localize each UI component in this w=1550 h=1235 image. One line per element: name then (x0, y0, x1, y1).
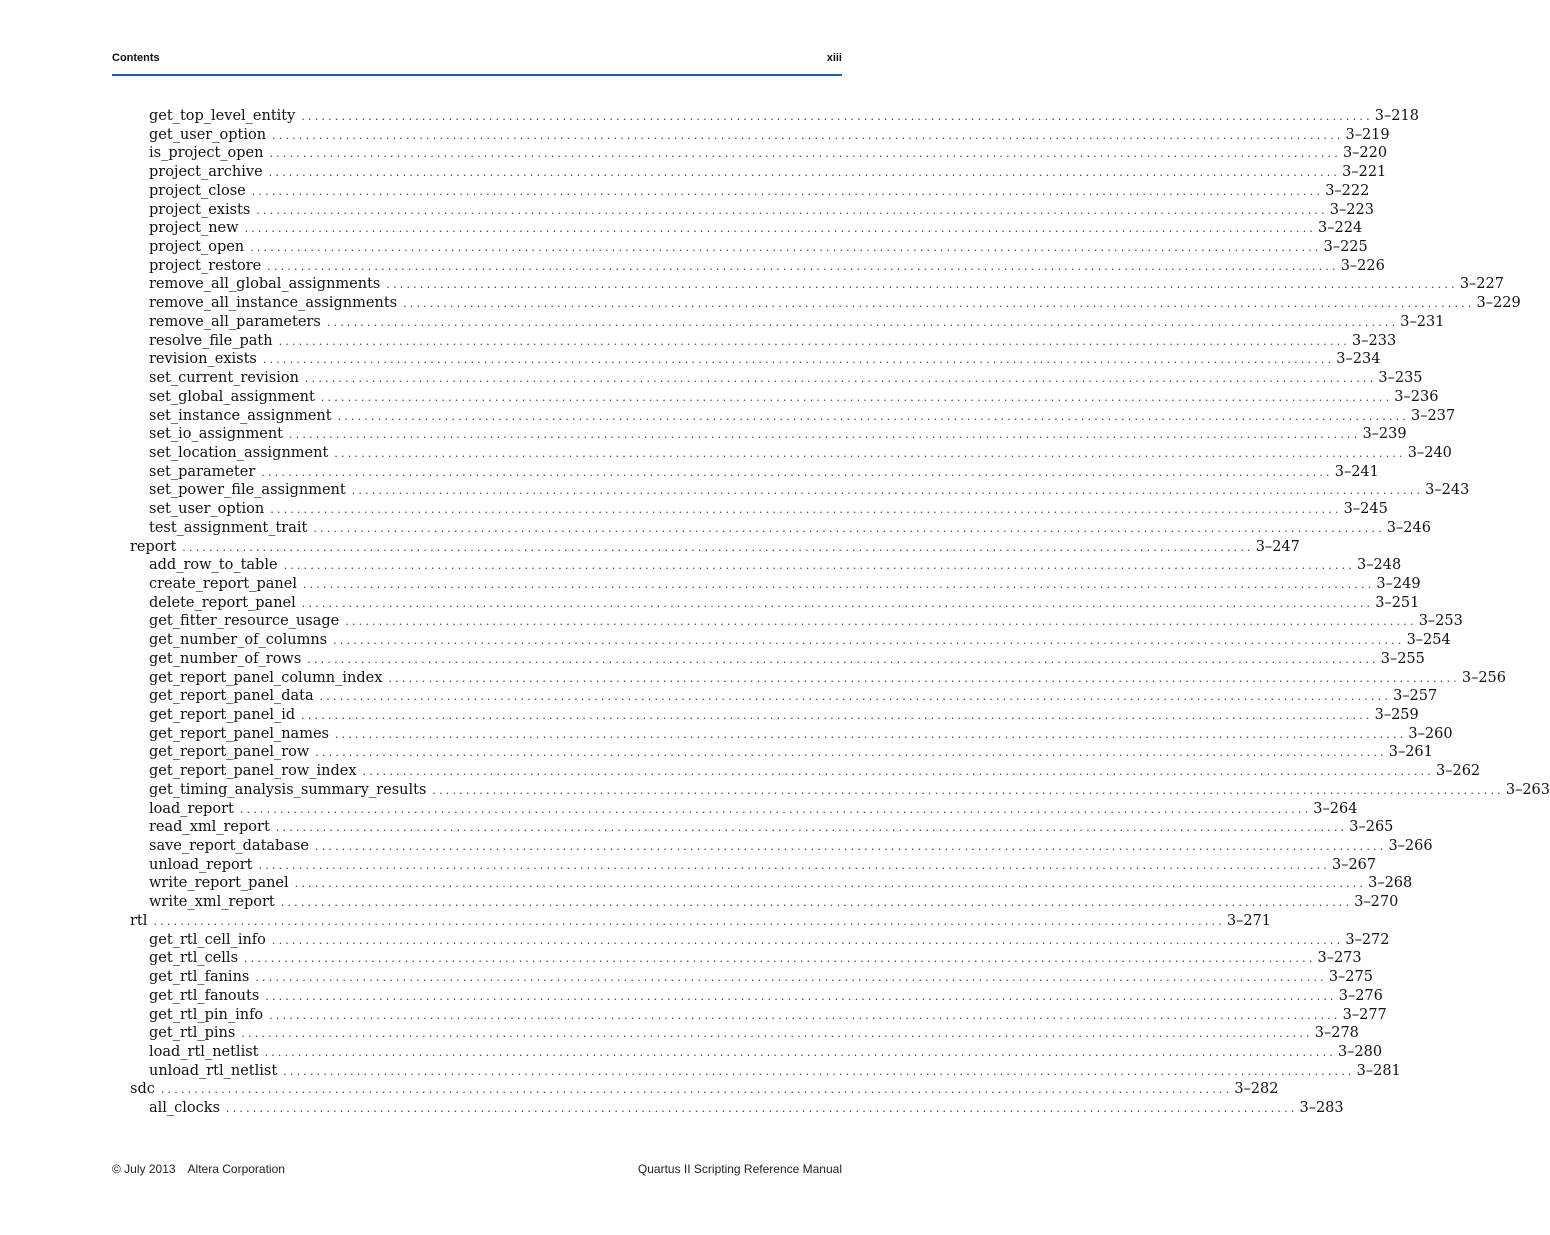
toc-entry-page: 3–222 (1325, 182, 1370, 199)
toc-dot-leader: ................................................................................................................................................................ (334, 727, 1407, 741)
toc-dot-leader: ................................................................................................................................................................ (301, 709, 1373, 722)
toc-entry[interactable] (112, 968, 1373, 987)
toc-entry-label: get_fitter_resource_usage (149, 613, 340, 630)
toc-entry[interactable] (112, 650, 1425, 669)
toc-entry-page: 3–220 (1342, 145, 1388, 162)
toc-entry[interactable] (112, 481, 1470, 500)
toc-dot-leader: ................................................................................................................................................................ (334, 446, 1406, 460)
toc-dot-leader: ................................................................................................................................................................ (432, 783, 1504, 797)
toc-entry-page: 3–262 (1436, 763, 1481, 780)
toc-entry-page: 3–277 (1342, 1006, 1387, 1023)
toc-dot-leader: ................................................................................................................................................................ (283, 559, 1356, 573)
toc-entry-page: 3–266 (1388, 838, 1433, 855)
toc-entry-page: 3–256 (1461, 669, 1506, 686)
toc-entry-label: report (130, 538, 177, 555)
toc-dot-leader: ................................................................................................................................................................ (333, 634, 1405, 648)
toc-entry-label: get_top_level_entity (149, 108, 296, 124)
toc-dot-leader: ................................................................................................................................................................ (269, 1008, 1341, 1022)
toc-entry-label: project_open (149, 239, 245, 256)
toc-entry[interactable] (112, 1043, 1383, 1062)
toc-entry-label: load_rtl_netlist (149, 1043, 259, 1060)
toc-entry[interactable] (112, 238, 1368, 257)
toc-entry-label: project_archive (149, 164, 263, 181)
toc-entry[interactable] (112, 388, 1439, 407)
toc-dot-leader: ................................................................................................................................................................ (280, 896, 1353, 910)
toc-dot-leader: ................................................................................................................................................................ (265, 989, 1337, 1003)
toc-entry-label: save_report_database (149, 838, 309, 855)
toc-entry[interactable] (112, 519, 1431, 538)
toc-entry-label: get_rtl_fanins (149, 969, 250, 986)
toc-entry-page: 3–273 (1317, 950, 1362, 967)
page-footer (112, 1162, 842, 1178)
toc-entry-page: 3–237 (1411, 407, 1456, 424)
toc-entry-page: 3–255 (1380, 650, 1425, 667)
footer-date: © July 2013 (112, 1162, 176, 1176)
toc-entry[interactable] (112, 874, 1413, 893)
toc-dot-leader: ................................................................................................................................................................ (250, 241, 1322, 255)
toc-dot-leader: ................................................................................................................................................................ (271, 933, 1344, 947)
toc-entry[interactable] (112, 350, 1381, 369)
toc-dot-leader: ................................................................................................................................................................ (351, 484, 1424, 498)
toc-entry-page: 3–234 (1336, 351, 1381, 368)
toc-entry-label: get_report_panel_names (149, 725, 329, 742)
toc-entry[interactable] (112, 144, 1388, 163)
toc-dot-leader: ................................................................................................................................................................ (301, 110, 1373, 123)
toc-dot-leader: ................................................................................................................................................................ (304, 372, 1377, 386)
toc-entry-label: get_user_option (149, 126, 267, 143)
toc-entry[interactable] (112, 931, 1390, 950)
toc-dot-leader: ................................................................................................................................................................ (258, 858, 1330, 872)
toc-entry[interactable] (112, 1080, 1279, 1099)
toc-dot-leader: ................................................................................................................................................................ (255, 971, 1327, 985)
toc-dot-leader: ................................................................................................................................................................ (270, 503, 1342, 517)
toc-entry-label: add_row_to_table (149, 557, 278, 574)
toc-entry-page: 3–227 (1459, 276, 1504, 293)
toc-entry-page: 3–231 (1400, 313, 1445, 330)
toc-dot-leader: ................................................................................................................................................................ (403, 297, 1475, 311)
toc-entry[interactable] (112, 163, 1387, 182)
toc-entry-page: 3–249 (1376, 575, 1421, 592)
toc-entry-label: set_user_option (149, 501, 265, 518)
toc-entry-label: remove_all_instance_assignments (149, 295, 398, 312)
toc-entry[interactable] (112, 594, 1420, 613)
toc-entry[interactable] (112, 463, 1379, 482)
toc-dot-leader: ................................................................................................................................................................ (262, 353, 1335, 367)
toc-dot-leader: ................................................................................................................................................................ (275, 821, 1348, 835)
toc-entry-label: set_power_file_assignment (149, 482, 346, 499)
toc-entry-label: write_report_panel (149, 875, 289, 892)
toc-entry-label: project_new (149, 220, 239, 237)
toc-entry-label: set_location_assignment (149, 444, 329, 461)
toc-entry-label: unload_rtl_netlist (149, 1062, 278, 1079)
toc-entry-label: all_clocks (149, 1100, 221, 1117)
toc-dot-leader: ................................................................................................................................................................ (345, 615, 1417, 629)
toc-entry[interactable] (112, 313, 1445, 332)
footer-left (112, 1162, 285, 1176)
toc-entry[interactable] (112, 743, 1433, 762)
toc-entry-label: write_xml_report (149, 894, 275, 911)
toc-entry-label: set_instance_assignment (149, 407, 332, 424)
toc-entry[interactable] (112, 275, 1504, 294)
toc-entry-page: 3–268 (1368, 875, 1413, 892)
toc-entry[interactable] (112, 500, 1388, 519)
toc-entry-label: load_report (149, 800, 234, 817)
toc-entry-page: 3–226 (1340, 257, 1385, 274)
toc-entry[interactable] (112, 538, 1300, 557)
toc-entry-label: create_report_panel (149, 575, 297, 592)
toc-entry[interactable] (112, 687, 1438, 706)
toc-dot-leader: ................................................................................................................................................................ (269, 147, 1341, 161)
toc-dot-leader: ................................................................................................................................................................ (302, 577, 1375, 591)
toc-dot-leader: ................................................................................................................................................................ (272, 128, 1344, 142)
toc-entry[interactable] (112, 201, 1374, 220)
toc-entry-page: 3–247 (1255, 538, 1300, 555)
toc-entry-page: 3–248 (1357, 557, 1402, 574)
toc-entry-page: 3–264 (1313, 800, 1358, 817)
toc-entry-label: get_report_panel_column_index (149, 669, 383, 686)
toc-entry-page: 3–276 (1338, 987, 1383, 1004)
toc-entry[interactable] (112, 425, 1407, 444)
toc-entry-label: is_project_open (149, 145, 264, 162)
toc-entry-page: 3–233 (1352, 332, 1397, 349)
toc-entry-page: 3–240 (1407, 444, 1452, 461)
toc-entry-page: 3–275 (1328, 969, 1373, 986)
footer-manual-title: Quartus II Scripting Reference Manual (637, 1162, 842, 1176)
toc-entry-label: get_rtl_cell_info (149, 931, 266, 948)
toc-entry[interactable] (112, 612, 1463, 631)
toc-dot-leader: ................................................................................................................................................................ (241, 1027, 1313, 1041)
toc-dot-leader: ................................................................................................................................................................ (319, 690, 1392, 704)
toc-dot-leader: ................................................................................................................................................................ (320, 390, 1393, 404)
toc-dot-leader: ................................................................................................................................................................ (256, 203, 1328, 217)
toc-entry-page: 3–272 (1345, 931, 1390, 948)
toc-entry[interactable] (112, 912, 1272, 931)
toc-entry-label: get_rtl_pins (149, 1025, 236, 1042)
toc-entry-label: get_report_panel_row (149, 744, 310, 761)
toc-entry-label: get_rtl_fanouts (149, 987, 260, 1004)
toc-entry-page: 3–267 (1331, 856, 1377, 873)
toc-dot-leader: ................................................................................................................................................................ (244, 222, 1317, 236)
toc-entry[interactable] (112, 407, 1456, 426)
toc-entry[interactable] (112, 257, 1385, 276)
table-of-contents (112, 107, 1550, 1118)
toc-dot-leader: ................................................................................................................................................................ (182, 540, 1254, 554)
toc-entry-page: 3–265 (1349, 819, 1394, 836)
toc-entry[interactable] (112, 725, 1453, 744)
toc-entry-label: get_report_panel_data (149, 688, 314, 705)
toc-entry[interactable] (112, 631, 1451, 650)
toc-dot-leader: ................................................................................................................................................................ (283, 1064, 1355, 1078)
toc-entry-page: 3–239 (1362, 426, 1407, 443)
toc-entry-page: 3–280 (1337, 1043, 1383, 1060)
toc-entry[interactable] (112, 369, 1423, 388)
toc-entry-page: 3–221 (1342, 164, 1387, 181)
toc-entry-label: get_timing_analysis_summary_results (149, 781, 427, 798)
toc-dot-leader: ................................................................................................................................................................ (268, 166, 1341, 180)
toc-entry-label: get_number_of_columns (149, 632, 328, 649)
toc-entry-page: 3–254 (1406, 632, 1451, 649)
toc-entry[interactable] (112, 800, 1358, 819)
toc-entry-page: 3–219 (1345, 126, 1390, 143)
toc-dot-leader: ................................................................................................................................................................ (294, 877, 1367, 891)
toc-dot-leader: ................................................................................................................................................................ (315, 746, 1387, 760)
toc-entry-page: 3–278 (1314, 1025, 1359, 1042)
toc-entry-page: 3–218 (1374, 108, 1419, 124)
toc-dot-leader: ................................................................................................................................................................ (251, 184, 1324, 198)
toc-entry-label: set_global_assignment (149, 388, 315, 405)
toc-entry[interactable] (112, 575, 1421, 594)
toc-entry-label: unload_report (149, 856, 253, 873)
toc-dot-leader: ................................................................................................................................................................ (226, 1102, 1298, 1116)
toc-entry-label: test_assignment_trait (149, 519, 308, 536)
toc-entry-label: project_close (149, 182, 246, 199)
header-page-number: xiii (826, 52, 842, 64)
toc-entry-page: 3–224 (1318, 220, 1363, 237)
toc-entry-page: 3–229 (1476, 295, 1521, 312)
toc-dot-leader: ................................................................................................................................................................ (264, 1045, 1336, 1059)
toc-entry[interactable] (112, 893, 1399, 912)
toc-entry[interactable] (112, 332, 1397, 351)
toc-dot-leader: ................................................................................................................................................................ (244, 952, 1316, 966)
footer-company: Altera Corporation (187, 1162, 285, 1176)
toc-entry[interactable] (112, 556, 1402, 575)
toc-entry-label: rtl (130, 912, 148, 929)
toc-entry[interactable] (112, 837, 1433, 856)
toc-entry-label: get_number_of_rows (149, 650, 302, 667)
toc-entry-label: get_report_panel_id (149, 707, 296, 723)
page-header (112, 52, 842, 70)
toc-dot-leader: ................................................................................................................................................................ (307, 652, 1379, 666)
toc-entry[interactable] (112, 444, 1452, 463)
toc-dot-leader: ................................................................................................................................................................ (315, 840, 1387, 854)
toc-dot-leader: ................................................................................................................................................................ (388, 671, 1460, 685)
toc-entry-label: set_parameter (149, 463, 256, 480)
toc-entry-page: 3–223 (1329, 201, 1374, 218)
toc-entry[interactable] (112, 219, 1363, 238)
toc-entry-page: 3–241 (1334, 463, 1379, 480)
toc-entry[interactable] (112, 856, 1377, 875)
toc-entry-page: 3–281 (1356, 1062, 1401, 1079)
toc-entry[interactable] (112, 182, 1370, 201)
toc-entry[interactable] (112, 294, 1521, 313)
toc-entry-label: project_restore (149, 257, 262, 274)
toc-entry[interactable] (112, 706, 1419, 725)
toc-entry-page: 3–257 (1393, 688, 1438, 705)
toc-entry-page: 3–236 (1394, 388, 1439, 405)
toc-entry-page: 3–270 (1354, 894, 1399, 911)
toc-entry-page: 3–235 (1378, 370, 1423, 387)
toc-entry[interactable] (112, 781, 1550, 800)
toc-dot-leader: ................................................................................................................................................................ (301, 596, 1374, 610)
toc-entry[interactable] (112, 669, 1506, 688)
toc-entry-label: remove_all_parameters (149, 313, 321, 330)
toc-entry-label: sdc (130, 1081, 155, 1098)
toc-dot-leader: ................................................................................................................................................................ (267, 259, 1339, 273)
toc-entry-page: 3–259 (1374, 707, 1419, 723)
toc-dot-leader: ................................................................................................................................................................ (160, 1083, 1233, 1097)
toc-entry[interactable] (112, 818, 1394, 837)
toc-entry[interactable] (112, 1062, 1401, 1081)
toc-entry[interactable] (112, 107, 1419, 126)
toc-entry-label: get_rtl_pin_info (149, 1006, 264, 1023)
toc-entry-label: get_report_panel_row_index (149, 763, 357, 780)
toc-entry-page: 3–246 (1386, 519, 1431, 536)
toc-entry-label: read_xml_report (149, 819, 270, 836)
header-section-title: Contents (112, 52, 160, 64)
toc-entry-page: 3–243 (1425, 482, 1470, 499)
toc-entry[interactable] (112, 1099, 1344, 1118)
toc-entry-page: 3–282 (1234, 1081, 1279, 1098)
toc-dot-leader: ................................................................................................................................................................ (153, 914, 1225, 928)
toc-dot-leader: ................................................................................................................................................................ (261, 465, 1333, 479)
toc-dot-leader: ................................................................................................................................................................ (278, 334, 1351, 348)
toc-entry-label: resolve_file_path (149, 332, 273, 349)
toc-entry-page: 3–261 (1388, 744, 1433, 761)
toc-entry-label: revision_exists (149, 351, 257, 368)
toc-entry-label: set_io_assignment (149, 426, 283, 443)
toc-entry-page: 3–271 (1226, 912, 1272, 929)
toc-entry-label: set_current_revision (149, 370, 299, 387)
header-rule (112, 74, 842, 76)
toc-entry[interactable] (112, 1024, 1359, 1043)
toc-entry-page: 3–253 (1418, 613, 1463, 630)
toc-entry-label: project_exists (149, 201, 251, 218)
toc-entry[interactable] (112, 987, 1383, 1006)
toc-entry-page: 3–263 (1505, 781, 1550, 798)
toc-entry-label: remove_all_global_assignments (149, 276, 381, 293)
toc-dot-leader: ................................................................................................................................................................ (289, 428, 1361, 442)
toc-dot-leader: ................................................................................................................................................................ (386, 278, 1458, 292)
toc-entry-label: delete_report_panel (149, 594, 296, 611)
toc-entry[interactable] (112, 949, 1362, 968)
toc-entry-page: 3–283 (1299, 1100, 1344, 1117)
toc-entry-label: get_rtl_cells (149, 950, 239, 967)
toc-entry-page: 3–225 (1323, 239, 1368, 256)
toc-entry[interactable] (112, 762, 1481, 781)
toc-entry-page: 3–245 (1343, 501, 1388, 518)
toc-entry-page: 3–260 (1408, 725, 1453, 742)
toc-entry[interactable] (112, 126, 1390, 145)
toc-dot-leader: ................................................................................................................................................................ (239, 802, 1312, 816)
toc-dot-leader: ................................................................................................................................................................ (313, 521, 1385, 535)
toc-dot-leader: ................................................................................................................................................................ (326, 315, 1399, 329)
toc-dot-leader: ................................................................................................................................................................ (337, 409, 1410, 423)
toc-entry[interactable] (112, 1006, 1387, 1025)
toc-entry-page: 3–251 (1375, 594, 1420, 611)
toc-dot-leader: ................................................................................................................................................................ (362, 765, 1434, 779)
